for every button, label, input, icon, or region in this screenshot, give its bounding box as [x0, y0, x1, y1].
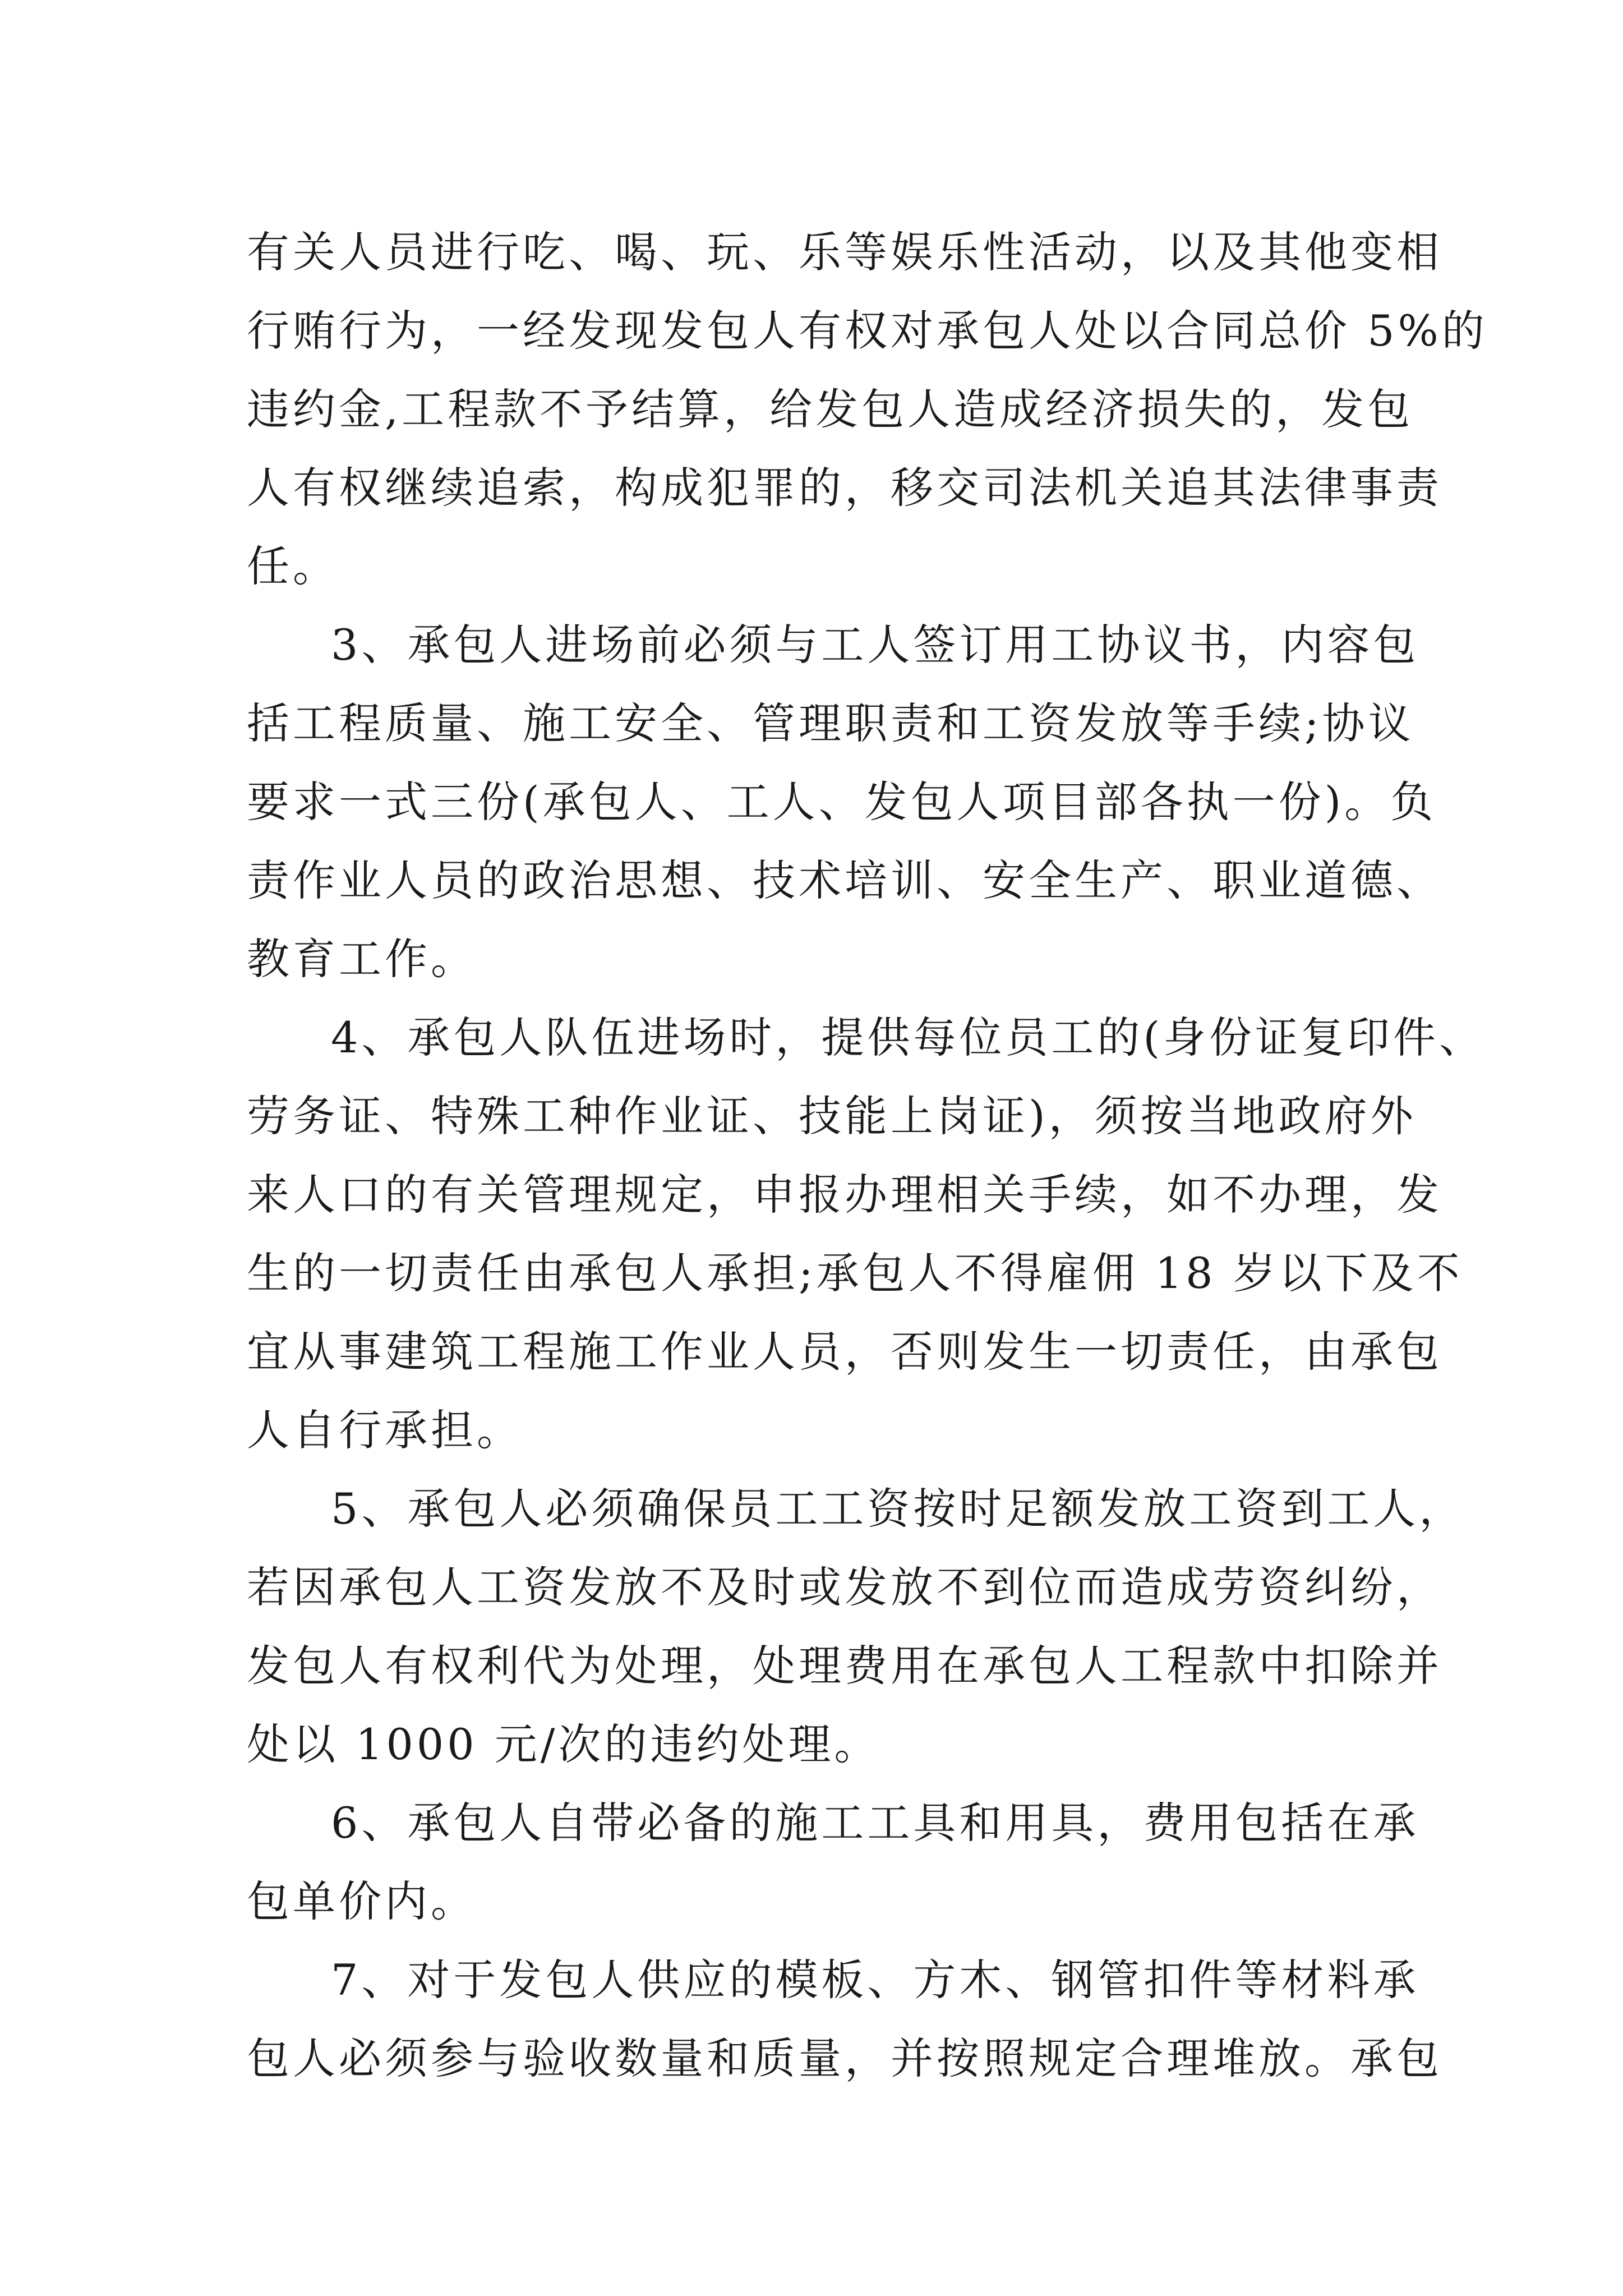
text-line: 教育工作。 [247, 934, 477, 984]
text-line: 要求一式三份(承包人、工人、发包人项目部各执一份)。负 [247, 777, 1437, 827]
text-line: 来人口的有关管理规定，申报办理相关手续，如不办理，发 [247, 1170, 1442, 1220]
text-line: 生的一切责任由承包人承担;承包人不得雇佣 18 岁以下及不 [247, 1248, 1463, 1298]
text-line: 行贿行为，一经发现发包人有权对承包人处以合同总价 5%的 [247, 306, 1488, 356]
clause-4-first-line: 4、承包人队伍进场时，提供每位员工的(身份证复印件、 [331, 1013, 1486, 1062]
clause-3-first-line: 3、承包人进场前必须与工人签订用工协议书，内容包 [331, 620, 1419, 670]
text-line: 处以 1000 元/次的违约处理。 [247, 1719, 880, 1769]
clause-6-first-line: 6、承包人自带必备的施工工具和用具，费用包括在承 [331, 1798, 1419, 1848]
text-line: 括工程质量、施工安全、管理职责和工资发放等手续;协议 [247, 698, 1414, 748]
text-line: 若因承包人工资发放不及时或发放不到位而造成劳资纠纷， [247, 1562, 1442, 1612]
text-line: 有关人员进行吃、喝、玩、乐等娱乐性活动，以及其他变相 [247, 227, 1442, 277]
text-line: 包人必须参与验收数量和质量，并按照规定合理堆放。承包 [247, 2033, 1442, 2083]
text-line: 劳务证、特殊工种作业证、技能上岗证)，须按当地政府外 [247, 1091, 1417, 1141]
text-line: 违约金,工程款不予结算，给发包人造成经济损失的，发包 [247, 384, 1414, 434]
text-line: 发包人有权利代为处理，处理费用在承包人工程款中扣除并 [247, 1641, 1442, 1691]
clause-5-first-line: 5、承包人必须确保员工工资按时足额发放工资到工人， [331, 1484, 1465, 1534]
text-line: 包单价内。 [247, 1876, 477, 1926]
document-body [247, 213, 1488, 2098]
text-line: 责作业人员的政治思想、技术培训、安全生产、职业道德、 [247, 855, 1442, 905]
text-line: 人自行承担。 [247, 1405, 523, 1455]
text-line: 宜从事建筑工程施工作业人员，否则发生一切责任，由承包 [247, 1327, 1442, 1377]
text-line: 任。 [247, 541, 339, 591]
text-line: 人有权继续追索，构成犯罪的，移交司法机关追其法律事责 [247, 463, 1442, 513]
clause-7-first-line: 7、对于发包人供应的模板、方木、钢管扣件等材料承 [331, 1955, 1419, 2005]
